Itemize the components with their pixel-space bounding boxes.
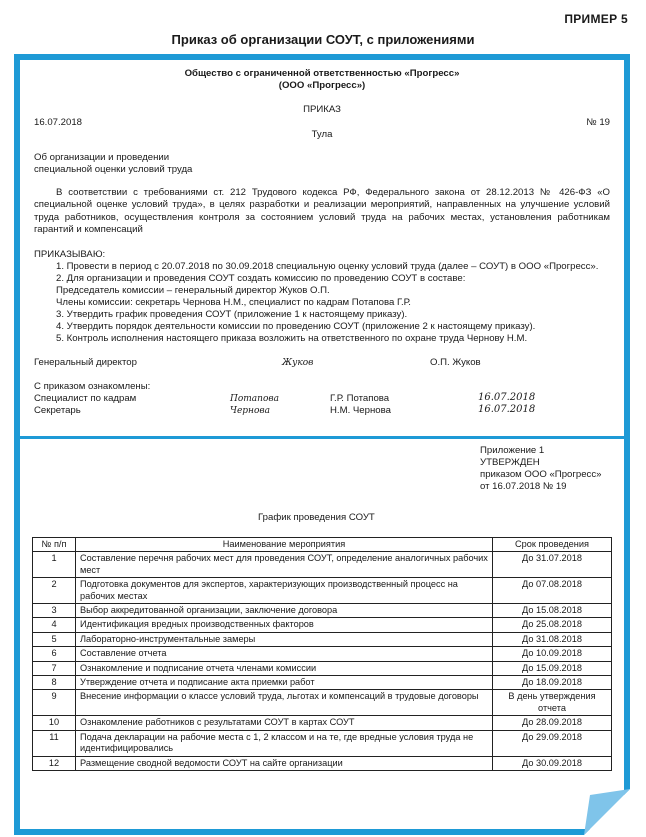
row-term: До 15.09.2018 (493, 661, 612, 675)
row-term: До 07.08.2018 (493, 578, 612, 604)
employee-signature: Потапова (230, 394, 279, 404)
director-name: О.П. Жуков (430, 357, 481, 368)
row-number: 7 (33, 661, 76, 675)
column-header-term: Срок проведения (493, 538, 612, 552)
director-title: Генеральный директор (34, 357, 137, 368)
table-row (33, 578, 612, 604)
table-row (33, 618, 612, 632)
schedule-title: График проведения СОУТ (258, 512, 375, 523)
order-page (20, 60, 624, 436)
row-number: 4 (33, 618, 76, 632)
employee-sign-date: 16.07.2018 (478, 404, 536, 415)
row-number: 3 (33, 604, 76, 618)
order-word: ПРИКАЗЫВАЮ: (34, 249, 106, 260)
table-row (33, 756, 612, 770)
table-row (33, 552, 612, 578)
row-term: До 28.09.2018 (493, 716, 612, 730)
order-city: Тула (311, 129, 333, 140)
employee-signature: Чернова (230, 406, 270, 416)
row-task: Лабораторно-инструментальные замеры (76, 632, 493, 646)
employee-name: Н.М. Чернова (330, 405, 391, 416)
order-item-1: 1. Провести в период с 20.07.2018 по 30.09.2018 специальную оценку условий труда (далее – СОУТ) в ООО «Прогресс». (56, 261, 599, 272)
table-row (33, 647, 612, 661)
table-row (33, 730, 612, 756)
schedule-table (32, 537, 612, 771)
row-number: 11 (33, 730, 76, 756)
director-signature: Жуков (282, 358, 314, 368)
table-row (33, 604, 612, 618)
row-number: 6 (33, 647, 76, 661)
order-item-4: 4. Утвердить порядок деятельности комиссии по проведению СОУТ (приложение 2 к настоящему приказу). (56, 321, 536, 332)
employee-position: Специалист по кадрам (34, 393, 137, 404)
order-date: 16.07.2018 (34, 117, 83, 128)
document-title: Приказ об организации СОУТ, с приложениями (171, 32, 475, 47)
appendix-number: Приложение 1 (480, 445, 545, 456)
table-row (33, 716, 612, 730)
row-term: До 18.09.2018 (493, 676, 612, 690)
employee-name: Г.Р. Потапова (330, 393, 390, 404)
row-number: 5 (33, 632, 76, 646)
row-term: До 30.09.2018 (493, 756, 612, 770)
order-item-2: 2. Для организации и проведения СОУТ создать комиссию по проведению СОУТ в составе: (56, 273, 466, 284)
appendix-approved-by: приказом ООО «Прогресс» (480, 469, 602, 480)
row-task: Выбор аккредитованной организации, заключение договора (76, 604, 493, 618)
row-term: До 15.08.2018 (493, 604, 612, 618)
row-term: В день утверждения отчета (493, 690, 612, 716)
order-item-5: 5. Контроль исполнения настоящего приказа возложить на ответственного по охране труда Чернову Н.М. (56, 333, 528, 344)
employee-sign-date: 16.07.2018 (478, 392, 536, 403)
row-task: Составление отчета (76, 647, 493, 661)
table-row (33, 690, 612, 716)
page-curl-icon (584, 789, 630, 835)
order-subject-line-1: Об организации и проведении (34, 152, 170, 163)
row-number: 2 (33, 578, 76, 604)
table-row (33, 676, 612, 690)
document-frame (14, 54, 630, 835)
row-task: Ознакомление и подписание отчета членами комиссии (76, 661, 493, 675)
appendix-order-ref: от 16.07.2018 № 19 (480, 481, 567, 492)
row-task: Идентификация вредных производственных факторов (76, 618, 493, 632)
familiarized-heading: С приказом ознакомлены: (34, 381, 151, 392)
appendix-page (20, 439, 624, 829)
row-number: 12 (33, 756, 76, 770)
order-subject-line-2: специальной оценки условий труда (34, 164, 193, 175)
order-item-3: 3. Утвердить график проведения СОУТ (приложение 1 к настоящему приказу). (56, 309, 408, 320)
row-task: Подготовка документов для экспертов, характеризующих производственный процесс на рабочих местах (76, 578, 493, 604)
table-row (33, 661, 612, 675)
row-number: 1 (33, 552, 76, 578)
org-short-name: (ООО «Прогресс») (278, 80, 366, 91)
row-task: Внесение информации о классе условий труда, льготах и компенсаций в трудовые договоры (76, 690, 493, 716)
row-term: До 10.09.2018 (493, 647, 612, 661)
column-header-number: № п/п (33, 538, 76, 552)
row-task: Составление перечня рабочих мест для проведения СОУТ, определение аналогичных рабочих мест (76, 552, 493, 578)
row-term: До 31.07.2018 (493, 552, 612, 578)
order-heading: ПРИКАЗ (303, 104, 341, 115)
row-number: 10 (33, 716, 76, 730)
order-number: № 19 (586, 117, 610, 128)
row-term: До 29.09.2018 (493, 730, 612, 756)
table-header-row (33, 538, 612, 552)
row-number: 9 (33, 690, 76, 716)
row-task: Ознакомление работников с результатами СОУТ в картах СОУТ (76, 716, 493, 730)
row-term: До 31.08.2018 (493, 632, 612, 646)
row-task: Подача декларации на рабочие места с 1, 2 классом и на те, где вредные условия труда не идентифицировались (76, 730, 493, 756)
org-full-name: Общество с ограниченной ответственностью «Прогресс» (184, 68, 460, 79)
row-task: Утверждение отчета и подписание акта приемки работ (76, 676, 493, 690)
table-row (33, 632, 612, 646)
example-label: ПРИМЕР 5 (564, 12, 628, 26)
commission-chair: Председатель комиссии – генеральный директор Жуков О.П. (56, 285, 330, 296)
commission-members: Члены комиссии: секретарь Чернова Н.М., специалист по кадрам Потапова Г.Р. (56, 297, 411, 308)
appendix-approved: УТВЕРЖДЕН (480, 457, 540, 468)
order-preamble: В соответствии с требованиями ст. 212 Трудового кодекса РФ, Федерального закона от 28.12.2013 № 426-ФЗ «О специальной оценке условий труда», в целях разработки и реализации мероприятий, направленных на улучшение условий труда работников, осуществления контроля за состоянием условий труда на рабочих местах, установления работникам гарантий и компенсаций (34, 187, 610, 235)
row-term: До 25.08.2018 (493, 618, 612, 632)
employee-position: Секретарь (34, 405, 81, 416)
row-task: Размещение сводной ведомости СОУТ на сайте организации (76, 756, 493, 770)
row-number: 8 (33, 676, 76, 690)
column-header-task: Наименование мероприятия (76, 538, 493, 552)
